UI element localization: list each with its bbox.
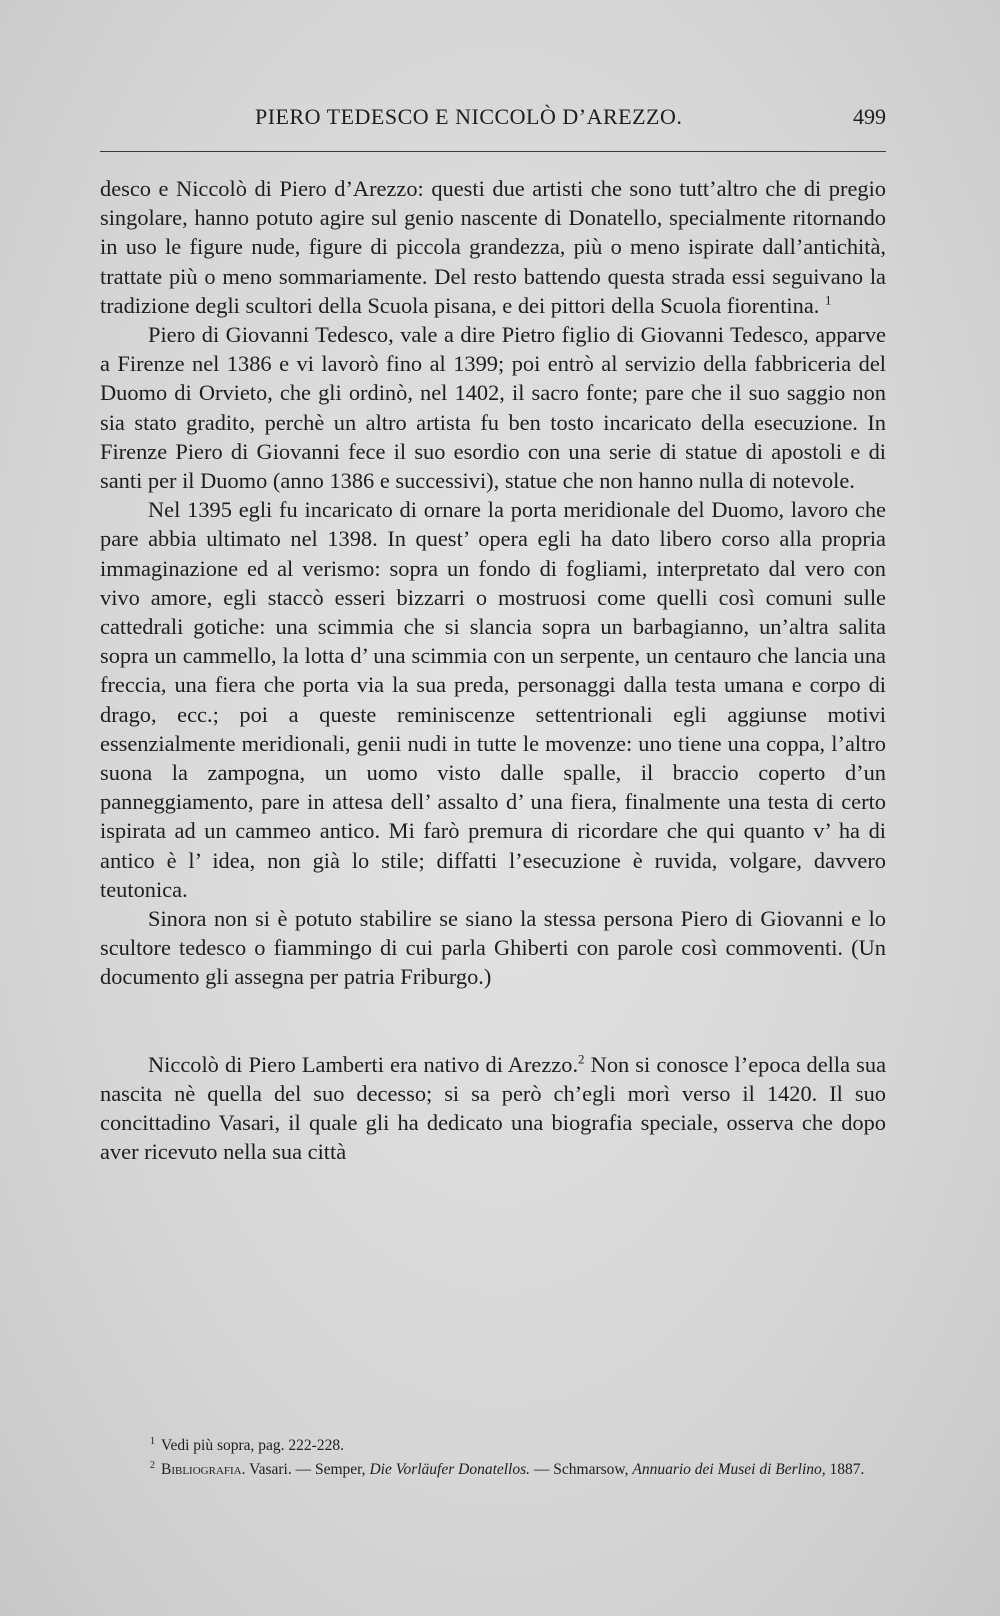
footnotes: [100, 1434, 886, 1482]
footnote-number: 1: [150, 1435, 155, 1447]
footnote-text: 1887.: [825, 1461, 865, 1478]
body-text: [100, 174, 886, 1167]
footnote-1: [100, 1434, 886, 1458]
running-head: [100, 104, 886, 140]
paragraph-4: [100, 904, 886, 992]
paragraph-text: Sinora non si è potuto stabilire se siano la stessa persona Piero di Giovanni e lo scultore tedesco o fiammingo di cui parla Ghiberti con parole così commoventi. (Un documento gli assegna per patria Friburgo.): [100, 906, 886, 990]
footnote-2: [100, 1458, 886, 1482]
paragraph-text: Piero di Giovanni Tedesco, vale a dire Pietro figlio di Giovanni Tedesco, apparve a Firenze nel 1386 e vi lavorò fino al 1399; poi entrò al servizio della fabbriceria del Duomo di Orvieto, che gli ordinò, nel 1402, il sacro fonte; pare che il suo saggio non sia stato gradito, perchè un altro artista fu ben tosto incaricato della esecuzione. In Firenze Piero di Giovanni fece il suo esordio con una serie di statue di apostoli e di santi per il Duomo (anno 1386 e successivi), statue che non hanno nulla di notevole.: [100, 322, 886, 494]
footnote-title: Die Vorläufer Donatellos.: [369, 1461, 531, 1478]
footnote-title: Annuario dei Musei di Berlino,: [632, 1461, 826, 1478]
page-number: 499: [853, 104, 886, 129]
footnote-text: — Schmarsow,: [530, 1461, 633, 1478]
footnote-ref-2: 2: [578, 1051, 585, 1067]
footnote-label: Bibliografia.: [161, 1461, 246, 1478]
footnote-text: Vasari. — Semper,: [245, 1461, 370, 1478]
paragraph-2: [100, 320, 886, 495]
footnote-number: 2: [150, 1459, 155, 1471]
footnote-text: Vedi più sopra, pag. 222-228.: [161, 1437, 344, 1454]
paragraph-3: [100, 495, 886, 904]
paragraph-5: [100, 1050, 886, 1167]
footnote-ref-1: 1: [825, 292, 832, 308]
paragraph-text: Nel 1395 egli fu incaricato di ornare la porta meridionale del Duomo, lavoro che pare abbia ultimato nel 1398. In quest’ opera egli ha dato libero corso alla propria immaginazione ed al verismo: sopra un fondo di fogliami, interpretato dal vero con vivo amore, egli staccò esseri bizzarri o mostruosi come quelli così comuni sulle cattedrali gotiche: una scimmia che si slancia sopra un barbagianno, un’altra salita sopra un cammello, la lotta d’ una scimmia con un serpente, un centauro che lancia una freccia, una fiera che porta via la sua preda, personaggi dalla testa umana e corpo di drago, ecc.; poi a queste reminiscenze settentrionali egli aggiunse motivi essenzialmente meridionali, genii nudi in tutte le movenze: uno tiene una coppa, l’altro suona la zampogna, un uomo visto dalle spalle, il braccio coperto d’un panneggiamento, pare in attesa dell’ assalto d’ una fiera, finalmente una testa di certo ispirata ad un cammeo antico. Mi farò premura di ricordare che qui quanto v’ ha di antico è l’ idea, non già lo stile; diffatti l’esecuzione è ruvida, volgare, davvero teutonica.: [100, 497, 886, 902]
header-rule: [100, 151, 886, 152]
paragraph-1: [100, 174, 886, 320]
running-title: PIERO TEDESCO E NICCOLÒ D’AREZZO.: [255, 104, 683, 129]
paragraph-text: Niccolò di Piero Lamberti era nativo di Arezzo.: [148, 1051, 579, 1077]
paragraph-text: desco e Niccolò di Piero d’Arezzo: questi due artisti che sono tutt’altro che di pregio singolare, hanno potuto agire sul genio nascente di Donatello, specialmente ritornando in uso le figure nude, figure di piccola grandezza, più o meno ispirate dall’antichità, trattate più o meno sommariamente. Del resto battendo questa strada essi seguivano la tradizione degli scultori della Scuola pisana, e dei pittori della Scuola fiorentina.: [100, 176, 886, 318]
paragraph-text-continued: Non si conosce l’epoca della sua nascita nè quella del suo decesso; si sa però ch’egli morì verso il 1420. Il suo concittadino Vasari, il quale gli ha dedicato una biografia speciale, osserva che dopo aver ricevuto nella sua città: [100, 1051, 887, 1165]
